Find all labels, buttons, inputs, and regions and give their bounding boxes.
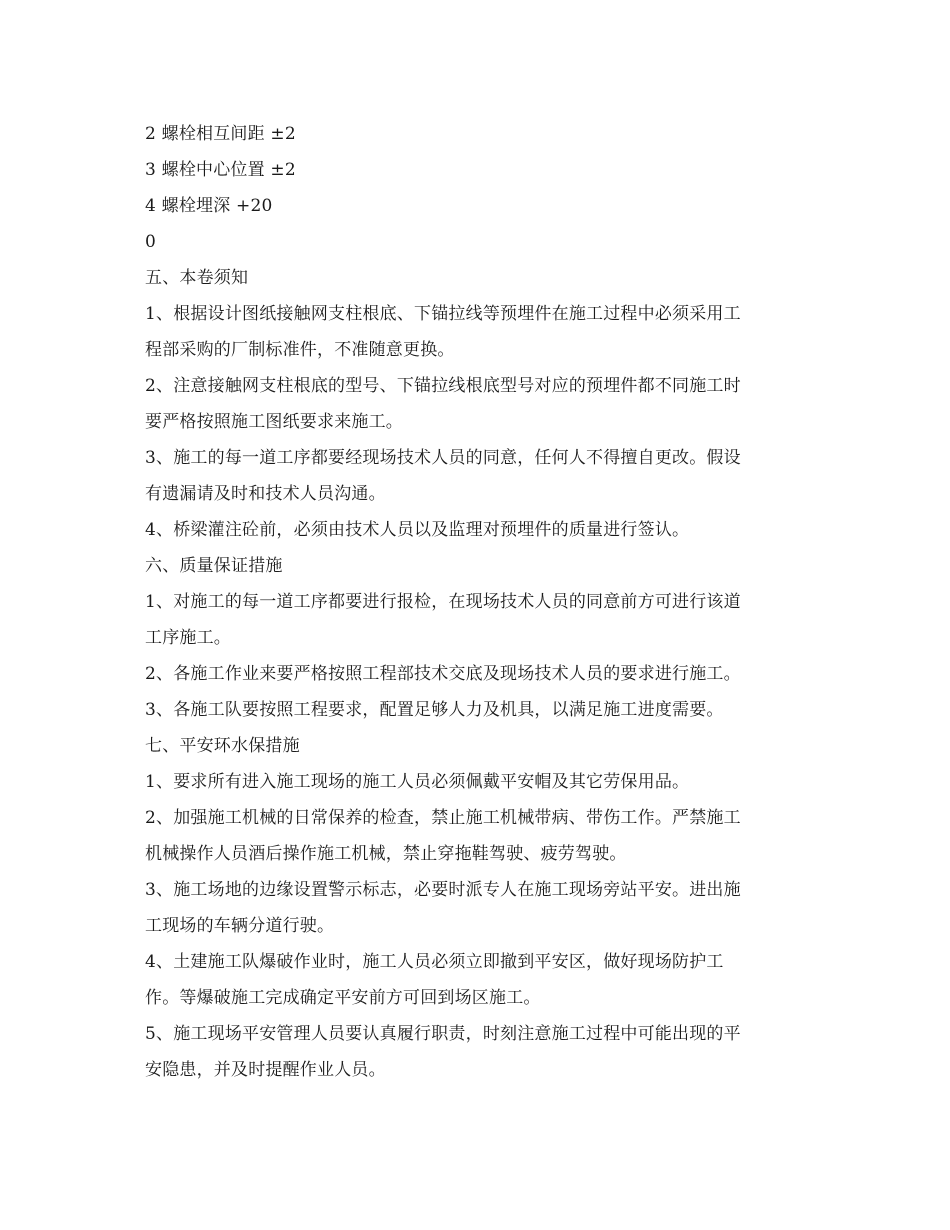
spec-line-bolt-depth-lower: 0 (145, 232, 157, 252)
section-heading-safety: 七、平安环水保措施 (145, 736, 300, 756)
paragraph-line: 3、施工的每一道工序都要经现场技术人员的同意，任何人不得擅自更改。假设 (145, 448, 741, 468)
paragraph-line: 有遗漏请及时和技术人员沟通。 (145, 484, 386, 504)
paragraph-line: 1、对施工的每一道工序都要进行报检，在现场技术人员的同意前方可进行该道 (145, 592, 741, 612)
spec-line-bolt-spacing: 2 螺栓相互间距 ±2 (145, 124, 296, 144)
paragraph-line: 工序施工。 (145, 628, 231, 648)
spec-line-bolt-depth: 4 螺栓埋深 +20 (145, 196, 273, 216)
section-heading-quality: 六、质量保证措施 (145, 556, 283, 576)
spec-line-bolt-center: 3 螺栓中心位置 ±2 (145, 160, 296, 180)
paragraph-line: 工现场的车辆分道行驶。 (145, 916, 335, 936)
paragraph-line: 安隐患，并及时提醒作业人员。 (145, 1060, 386, 1080)
paragraph-line: 5、施工现场平安管理人员要认真履行职责，时刻注意施工过程中可能出现的平 (145, 1024, 741, 1044)
section-heading-notes: 五、本卷须知 (145, 268, 249, 288)
paragraph-line: 程部采购的厂制标准件，不准随意更换。 (145, 340, 455, 360)
paragraph-line: 机械操作人员酒后操作施工机械，禁止穿拖鞋驾驶、疲劳驾驶。 (145, 844, 627, 864)
paragraph-line: 4、桥梁灌注砼前，必须由技术人员以及监理对预埋件的质量进行签认。 (145, 520, 690, 540)
paragraph-line: 1、根据设计图纸接触网支柱根底、下锚拉线等预埋件在施工过程中必须采用工 (145, 304, 741, 324)
paragraph-line: 3、各施工队要按照工程要求，配置足够人力及机具，以满足施工进度需要。 (145, 700, 724, 720)
paragraph-line: 2、各施工作业来要严格按照工程部技术交底及现场技术人员的要求进行施工。 (145, 664, 741, 684)
paragraph-line: 要严格按照施工图纸要求来施工。 (145, 412, 403, 432)
paragraph-line: 2、加强施工机械的日常保养的检查，禁止施工机械带病、带伤工作。严禁施工 (145, 808, 741, 828)
paragraph-line: 4、土建施工队爆破作业时，施工人员必须立即撤到平安区，做好现场防护工 (145, 952, 724, 972)
paragraph-line: 作。等爆破施工完成确定平安前方可回到场区施工。 (145, 988, 541, 1008)
paragraph-line: 3、施工场地的边缘设置警示标志，必要时派专人在施工现场旁站平安。进出施 (145, 880, 741, 900)
paragraph-line: 2、注意接触网支柱根底的型号、下锚拉线根底型号对应的预埋件都不同施工时 (145, 376, 741, 396)
document-body (145, 116, 805, 1088)
paragraph-line: 1、要求所有进入施工现场的施工人员必须佩戴平安帽及其它劳保用品。 (145, 772, 690, 792)
